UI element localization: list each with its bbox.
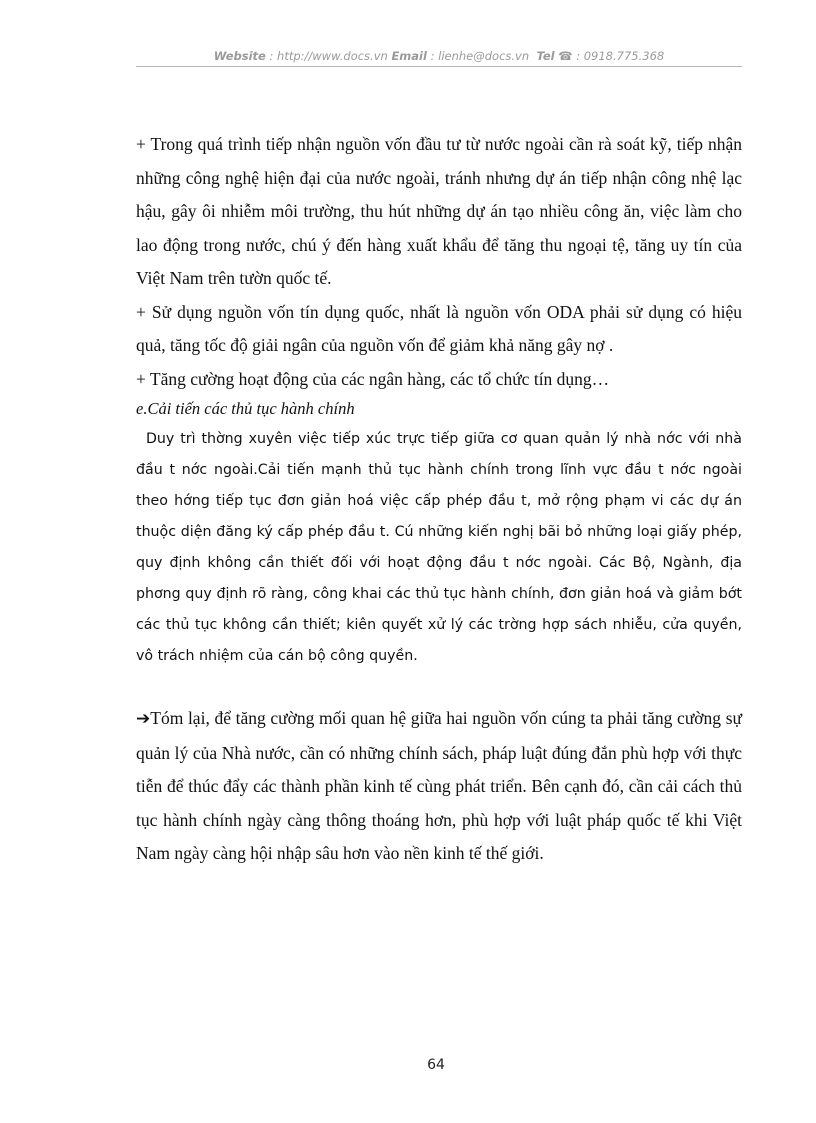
website-value: : http://www.docs.vn — [265, 49, 392, 63]
page-number: 64 — [427, 1057, 445, 1073]
section-heading: e.Cải tiến các thủ tục hành chính — [136, 399, 355, 418]
email-label: Email — [391, 49, 427, 63]
paragraph-administrative-procedures: Duy trì thờng xuyên việc tiếp xúc trực tiếp giữa cơ quan quản lý nhà nớc với nhà đầu t nớc ngoài.Cải tiến mạnh thủ tục hành chính trong lĩnh vực đầu t nớc ngoài theo hớng tiếp tục đơn giản hoá việc cấp phép đầu t, mở rộng phạm vi các dự án thuộc diện đăng ký cấp phép đầu t. Cú những kiến nghị bãi bỏ những loại giấy phép, quy định không cần thiết đối với hoạt động đầu t nớc ngoài. Các Bộ, Ngành, địa phơng quy định rõ ràng, công khai các thủ tục hành chính, đơn giản hoá và giảm bớt các thủ tục không cần thiết; kiên quyết xử lý các trờng hợp sách nhiễu, cửa quyền, vô trách nhiệm của cán bộ công quyền. — [136, 431, 742, 664]
header-divider — [136, 66, 742, 67]
tel-value: : 0918.775.368 — [572, 49, 665, 63]
page-header — [136, 49, 742, 63]
paragraph-foreign-investment: + Trong quá trình tiếp nhận nguồn vốn đầu tư từ nước ngoài cần rà soát kỹ, tiếp nhận những công nghệ hiện đại của nước ngoài, tránh nhưng dự án tiếp nhận công nhệ lạc hậu, gây ôi nhiễm môi trường, thu hút những dự án tạo nhiều công ăn, việc làm cho lao động trong nước, chú ý đến hàng xuất khẩu để tăng thu ngoại tệ, tăng uy tín của Việt Nam trên tườn quốc tế. — [136, 134, 742, 288]
document-body — [136, 128, 742, 871]
tel-label: Tel — [536, 49, 555, 63]
paragraph-banking: + Tăng cường hoạt động của các ngân hàng, các tổ chức tín dụng… — [136, 368, 610, 389]
paragraph-oda-credit: + Sử dụng nguồn vốn tín dụng quốc, nhất là nguồn vốn ODA phải sử dụng có hiệu quả, tăng tốc độ giải ngân của nguồn vốn để giảm khả năng gây nợ . — [136, 301, 742, 355]
email-value: : lienhe@docs.vn — [426, 49, 533, 63]
arrow-right-icon: ➔ — [136, 709, 151, 729]
phone-icon: ☎ — [558, 49, 573, 63]
summary-text: Tóm lại, để tăng cường mối quan hệ giữa hai nguồn vốn cúng ta phải tăng cường sự quản lý của Nhà nước, cần có những chính sách, pháp luật đúng đắn phù hợp với thực tiễn để thúc đẩy các thành phần kinh tế cùng phát triển. Bên cạnh đó, cần cải cách thủ tục hành chính ngày càng thông thoáng hơn, phù hợp với luật pháp quốc tế khi Việt Nam ngày càng hội nhập sâu hơn vào nền kinh tế thế giới. — [136, 708, 742, 863]
summary-paragraph — [136, 702, 742, 871]
website-label: Website — [213, 49, 266, 63]
